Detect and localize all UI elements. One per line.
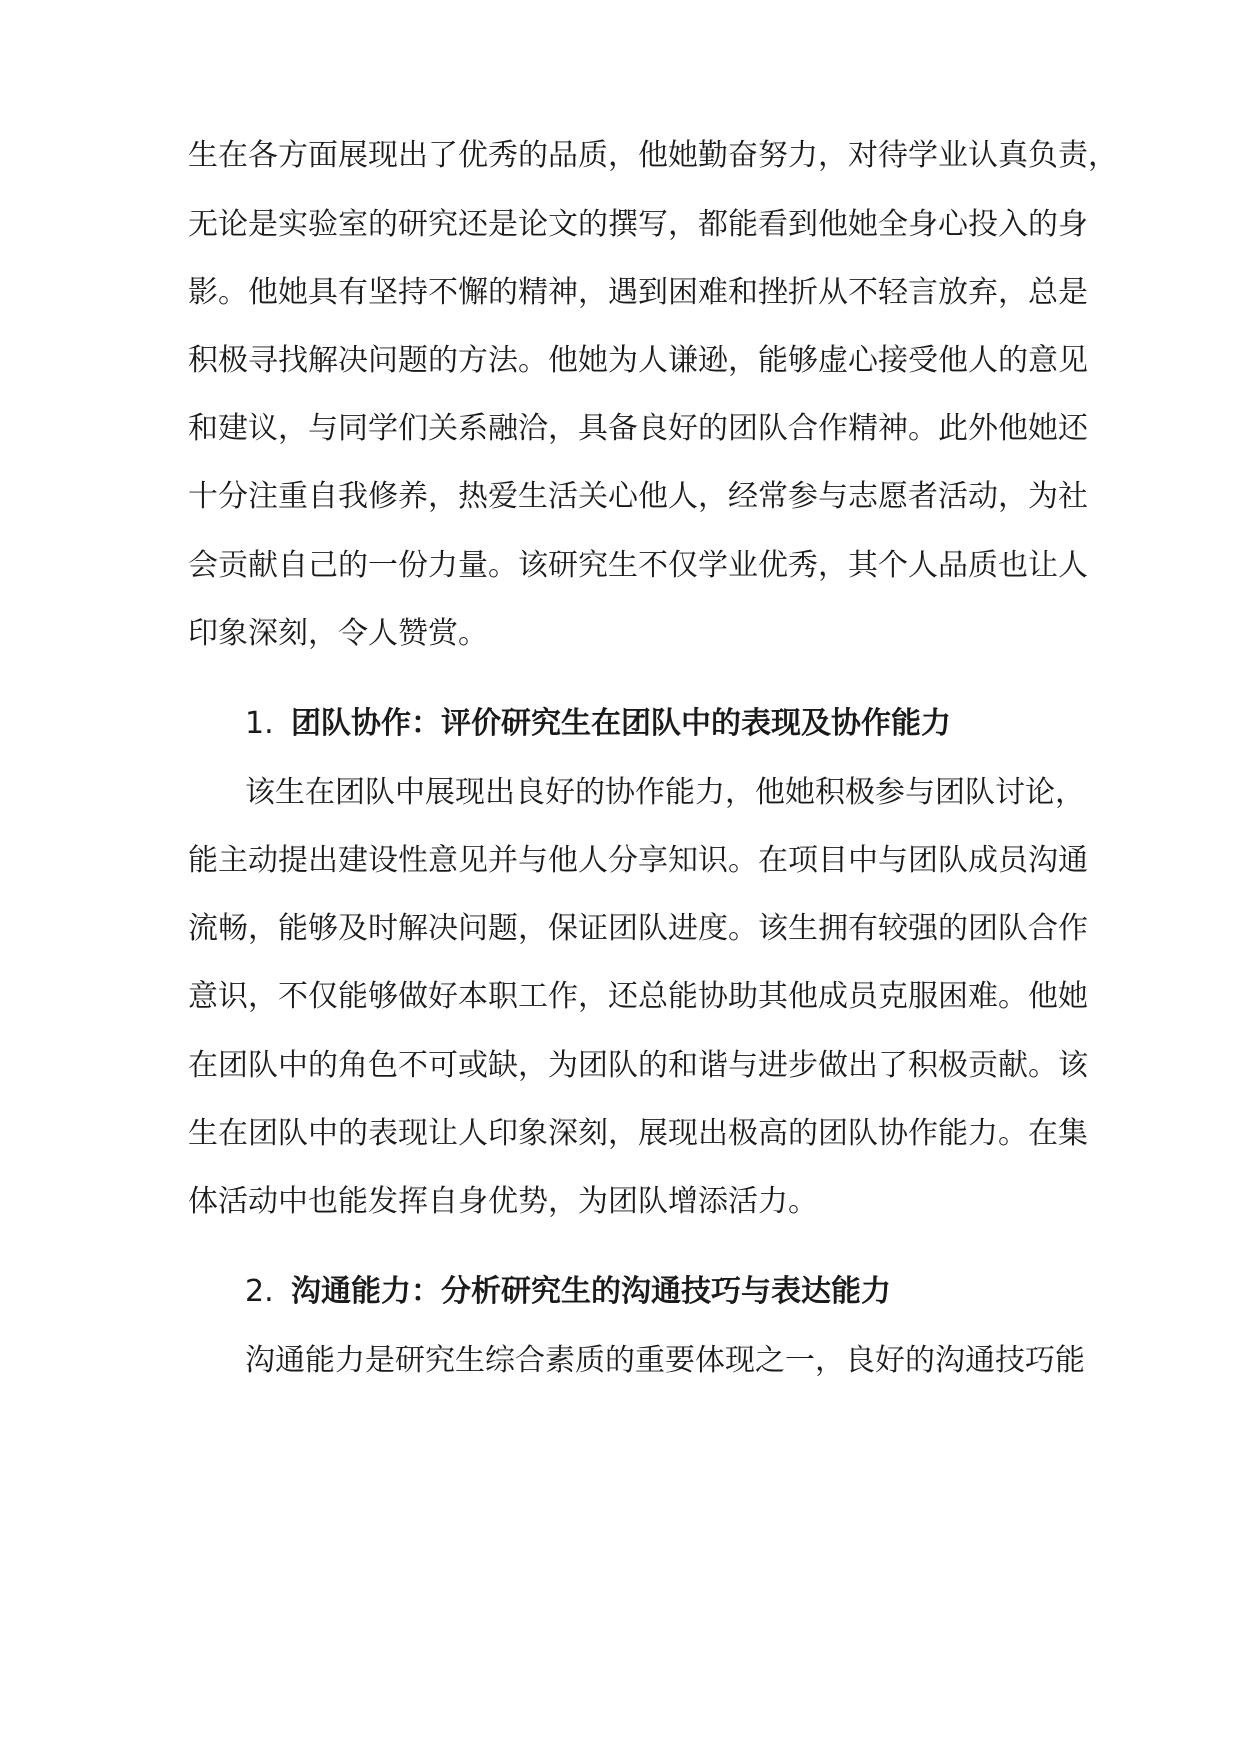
paragraph-line: 在团队中的角色不可或缺，为团队的和谐与进步做出了积极贡献。该	[188, 1048, 1088, 1083]
paragraph-line: 生在各方面展现出了优秀的品质，他她勤奋努力，对待学业认真负责，	[188, 138, 1118, 173]
section-title: 沟通能力：分析研究生的沟通技巧与表达能力	[291, 1274, 891, 1309]
paragraph-line: 十分注重自我修养，热爱生活关心他人，经常参与志愿者活动，为社	[188, 479, 1088, 514]
paragraph-line: 体活动中也能发挥自身优势，为团队增添活力。	[188, 1184, 818, 1219]
paragraph-line: 影。他她具有坚持不懈的精神，遇到困难和挫折从不轻言放弃，总是	[188, 275, 1088, 310]
paragraph-line: 会贡献自己的一份力量。该研究生不仅学业优秀，其个人品质也让人	[188, 548, 1088, 583]
section-heading-1	[245, 704, 951, 744]
paragraph-line: 意识，不仅能够做好本职工作，还总能协助其他成员克服困难。他她	[188, 979, 1088, 1014]
paragraph-line: 沟通能力是研究生综合素质的重要体现之一，良好的沟通技巧能	[245, 1343, 1085, 1378]
section-number: 1.	[245, 706, 274, 741]
section-heading-2	[245, 1272, 891, 1312]
section-title: 团队协作：评价研究生在团队中的表现及协作能力	[291, 706, 951, 741]
paragraph-line: 印象深刻，令人赞赏。	[188, 616, 488, 651]
paragraph-line: 该生在团队中展现出良好的协作能力，他她积极参与团队讨论，	[245, 775, 1085, 810]
paragraph-line: 流畅，能够及时解决问题，保证团队进度。该生拥有较强的团队合作	[188, 911, 1088, 946]
paragraph-line: 能主动提出建设性意见并与他人分享知识。在项目中与团队成员沟通	[188, 843, 1088, 878]
section-number: 2.	[245, 1274, 274, 1309]
paragraph-line: 无论是实验室的研究还是论文的撰写，都能看到他她全身心投入的身	[188, 207, 1088, 242]
paragraph-line: 积极寻找解决问题的方法。他她为人谦逊，能够虚心接受他人的意见	[188, 343, 1088, 378]
paragraph-line: 生在团队中的表现让人印象深刻，展现出极高的团队协作能力。在集	[188, 1116, 1088, 1151]
paragraph-line: 和建议，与同学们关系融洽，具备良好的团队合作精神。此外他她还	[188, 411, 1088, 446]
